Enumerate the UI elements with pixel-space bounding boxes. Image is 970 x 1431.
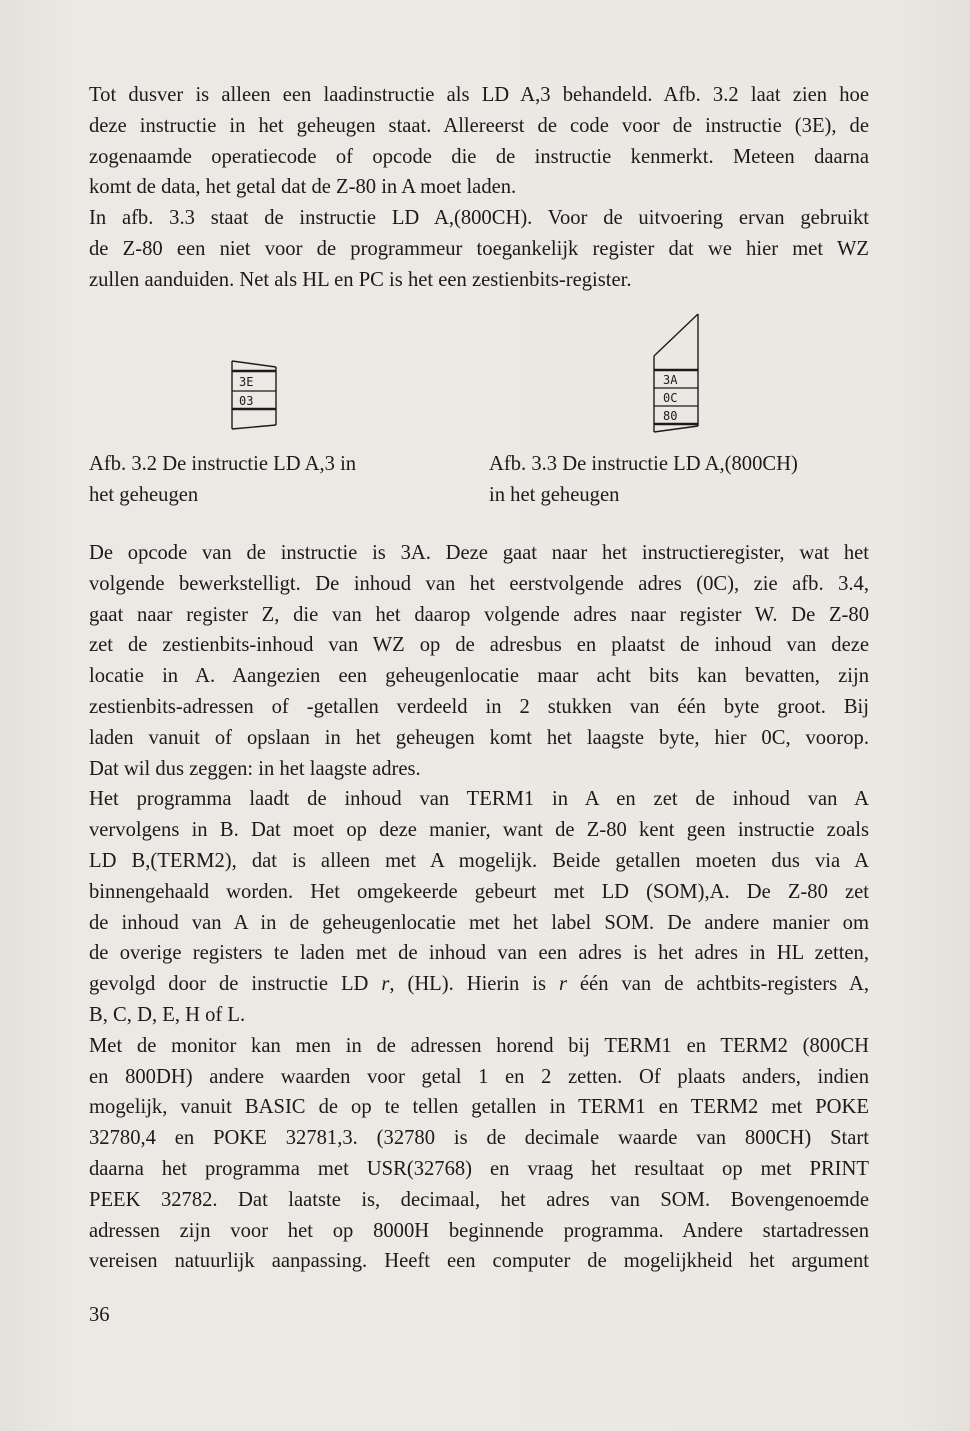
text-line: Dat wil dus zeggen: in het laagste adres.	[89, 757, 421, 780]
page-number: 36	[89, 1304, 110, 1326]
text-line: zestienbits-adressen of -getallen verdeeld in 2 stukken van één byte groot. Bij	[89, 695, 869, 718]
text-line: daarna het programma met USR(32768) en vraag het resultaat op met PRINT	[89, 1157, 869, 1180]
paragraph	[89, 538, 869, 784]
text-block-top	[89, 80, 869, 296]
paragraph	[89, 1031, 869, 1277]
caption-line: het geheugen	[89, 483, 199, 506]
text-line: adressen zijn voor het op 8000H beginnende programma. Andere startadressen	[89, 1219, 869, 1242]
text-block-bottom	[89, 538, 869, 1277]
memory-cells-figure	[230, 355, 278, 435]
text-line: laden vanuit of opslaan in het geheugen komt het laagste byte, hier 0C, voorop.	[89, 726, 869, 749]
memory-cell-text: 80	[663, 409, 678, 423]
caption-line: in het geheugen	[489, 483, 620, 506]
text-line: Tot dusver is alleen een laadinstructie als LD A,3 behandeld. Afb. 3.2 laat zien hoe	[89, 84, 869, 106]
figure-caption-3-2	[89, 449, 356, 511]
text-line: gaat naar register Z, die van het daarop volgende adres naar register W. De Z-80	[89, 603, 869, 626]
text-line: de Z-80 een niet voor de programmeur toegankelijk register dat we hier met WZ	[89, 237, 869, 260]
text-line: deze instructie in het geheugen staat. Allereerst de code voor de instructie (3E), de	[89, 114, 869, 137]
text-line: binnengehaald worden. Het omgekeerde gebeurt met LD (SOM),A. De Z-80 zet	[89, 880, 869, 903]
text-line: De opcode van de instructie is 3A. Deze gaat naar het instructieregister, wat het	[89, 542, 869, 564]
paragraph	[89, 784, 869, 1030]
paragraph	[89, 80, 869, 203]
memory-cell-text: 0C	[663, 391, 678, 405]
text-line: de inhoud van A in de geheugenlocatie met het label SOM. De andere manier om	[89, 911, 869, 934]
text-line: mogelijk, vanuit BASIC de op te tellen getallen in TERM1 en TERM2 met POKE	[89, 1096, 869, 1119]
text-line: Met de monitor kan men in de adressen horend bij TERM1 en TERM2 (800CH	[89, 1034, 869, 1057]
text-line: de overige registers te laden met de inhoud van een adres is het adres in HL zetten,	[89, 942, 869, 965]
text-line: en 800DH) andere waarden voor getal 1 en 2 zetten. Of plaats anders, indien	[89, 1065, 869, 1088]
memory-cell-text: 3E	[239, 375, 254, 389]
text-line: Het programma laadt de inhoud van TERM1 in A en zet de inhoud van A	[89, 788, 869, 811]
caption-line: Afb. 3.3 De instructie LD A,(800CH)	[489, 453, 798, 475]
memory-cells-figure	[652, 310, 700, 435]
text-line: vervolgens in B. Dat moet op deze manier, want de Z-80 kent geen instructie zoals	[89, 819, 869, 842]
text-line: PEEK 32782. Dat laatste is, decimaal, het adres van SOM. Bovengenoemde	[89, 1188, 869, 1211]
text-line: locatie in A. Aangezien een geheugenlocatie maar acht bits kan bevatten, zijn	[89, 665, 869, 688]
text-line: 32780,4 en POKE 32781,3. (32780 is de decimale waarde van 800CH) Start	[89, 1127, 869, 1150]
figure-caption-3-3	[489, 449, 798, 511]
text-line: zogenaamde operatiecode of opcode die de instructie kenmerkt. Meteen daarna	[89, 145, 869, 168]
text-line: zet de zestienbits-inhoud van WZ op de adresbus en plaatst de inhoud van deze	[89, 634, 869, 657]
caption-line: Afb. 3.2 De instructie LD A,3 in	[89, 453, 357, 475]
text-line: B, C, D, E, H of L.	[89, 1003, 246, 1026]
text-line: LD B,(TERM2), dat is alleen met A mogelijk. Beide getallen moeten dus via A	[89, 849, 869, 872]
text-line: volgende bewerkstelligt. De inhoud van het eerstvolgende adres (0C), zie afb. 3.4,	[89, 572, 869, 595]
text-line: zullen aanduiden. Net als HL en PC is het een zestienbits-register.	[89, 268, 632, 291]
memory-cell-text: 03	[239, 394, 254, 408]
text-line: In afb. 3.3 staat de instructie LD A,(800CH). Voor de uitvoering ervan gebruikt	[89, 207, 869, 230]
text-line: gevolgd door de instructie LD r, (HL). Hierin is r één van de achtbits-registers A,	[89, 973, 869, 996]
memory-diagram-3-2	[230, 355, 278, 440]
text-line: vereisen natuurlijk aanpassing. Heeft een computer de mogelijkheid het argument	[89, 1250, 869, 1273]
memory-diagram-3-3	[652, 310, 700, 440]
paragraph	[89, 203, 869, 295]
memory-cell-text: 3A	[663, 373, 678, 387]
text-line: komt de data, het getal dat de Z-80 in A moet laden.	[89, 176, 517, 199]
